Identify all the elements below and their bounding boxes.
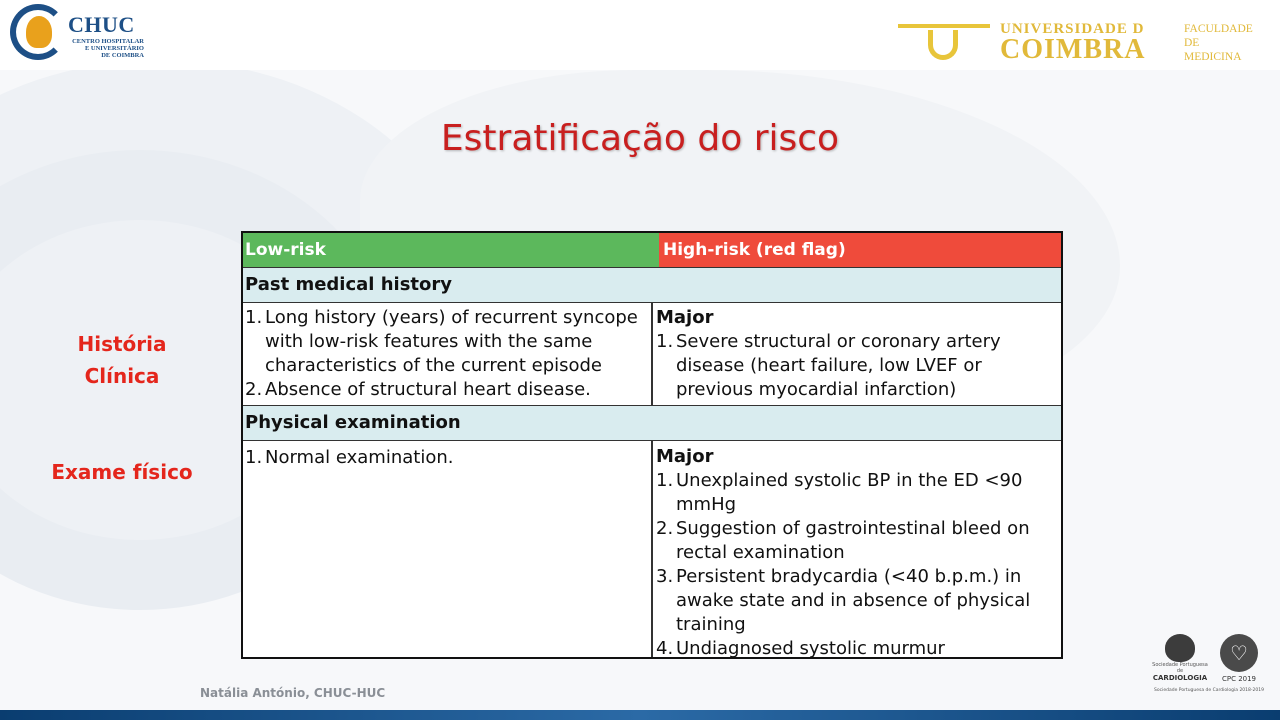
chuc-subtitle-line: CENTRO HOSPITALAR bbox=[72, 38, 144, 45]
major-heading: Major bbox=[656, 307, 714, 328]
faculty-line: DE bbox=[1184, 37, 1200, 49]
low-risk-cell bbox=[245, 446, 645, 470]
heart-icon: ♡ bbox=[1220, 634, 1258, 672]
risk-table bbox=[241, 231, 1063, 659]
spc-logo-name: CARDIOLOGIA bbox=[1152, 674, 1208, 682]
list-item: 1. Normal examination. bbox=[245, 447, 454, 468]
chuc-figure-icon bbox=[26, 16, 52, 48]
slide-title: Estratificação do risco bbox=[440, 118, 840, 159]
list-item: 1. Unexplained systolic BP in the ED <90 mmHg bbox=[656, 470, 1023, 515]
coimbra-logo-line1: UNIVERSIDADE D bbox=[1000, 21, 1145, 37]
list-item: 4. Undiagnosed systolic murmur bbox=[656, 638, 945, 659]
high-risk-cell bbox=[656, 445, 1056, 659]
high-risk-cell bbox=[656, 306, 1056, 402]
heart-icon bbox=[1165, 634, 1195, 662]
side-label-exame: Exame físico bbox=[51, 460, 193, 484]
coimbra-emblem-icon bbox=[898, 24, 990, 64]
chuc-subtitle-line: DE COIMBRA bbox=[101, 52, 144, 59]
low-risk-cell bbox=[245, 306, 645, 402]
list-item: 2. Suggestion of gastrointestinal bleed on rectal examination bbox=[656, 518, 1030, 563]
list-item: 1. Severe structural or coronary artery disease (heart failure, low LVEF or previous myocardial infarction) bbox=[656, 331, 1001, 400]
side-label-line: Clínica bbox=[84, 364, 160, 388]
chuc-logo-subtitle bbox=[60, 38, 144, 59]
spc-logo bbox=[1150, 632, 1210, 694]
cpc-logo-text: CPC 2019 bbox=[1221, 675, 1257, 683]
cpc-logo bbox=[1214, 634, 1264, 683]
chuc-logo-name: CHUC bbox=[68, 12, 135, 37]
chuc-subtitle-line: E UNIVERSITÁRIO bbox=[84, 45, 144, 52]
faculty-logo-text bbox=[1184, 22, 1253, 64]
low-risk-header: Low-risk bbox=[243, 233, 659, 267]
high-risk-header: High-risk (red flag) bbox=[659, 233, 1061, 267]
spc-logo-small-text: Sociedade Portuguesa de bbox=[1152, 662, 1208, 674]
chuc-logo bbox=[8, 2, 148, 66]
slide-footer: Natália António, CHUC-HUC bbox=[200, 686, 386, 700]
major-heading: Major bbox=[656, 446, 714, 467]
side-label-historia bbox=[60, 328, 184, 392]
faculty-line: FACULDADE bbox=[1184, 23, 1253, 35]
section-title: Physical examination bbox=[243, 405, 1061, 441]
list-item: 2. Absence of structural heart disease. bbox=[245, 379, 591, 400]
list-item: 3. Persistent bradycardia (<40 b.p.m.) in awake state and in absence of physical training bbox=[656, 566, 1031, 635]
coimbra-logo-line2: COIMBRA bbox=[1000, 34, 1146, 65]
spc-footer-text: Sociedade Portuguesa de Cardiologia 2018-2019 bbox=[1154, 688, 1264, 693]
section-title: Past medical history bbox=[243, 267, 1061, 303]
bottom-strip bbox=[0, 710, 1280, 720]
faculty-line: MEDICINA bbox=[1184, 51, 1242, 63]
side-label-line: História bbox=[77, 332, 167, 356]
list-item: 1. Long history (years) of recurrent syncope with low-risk features with the same characteristics of the current episode bbox=[245, 307, 638, 376]
